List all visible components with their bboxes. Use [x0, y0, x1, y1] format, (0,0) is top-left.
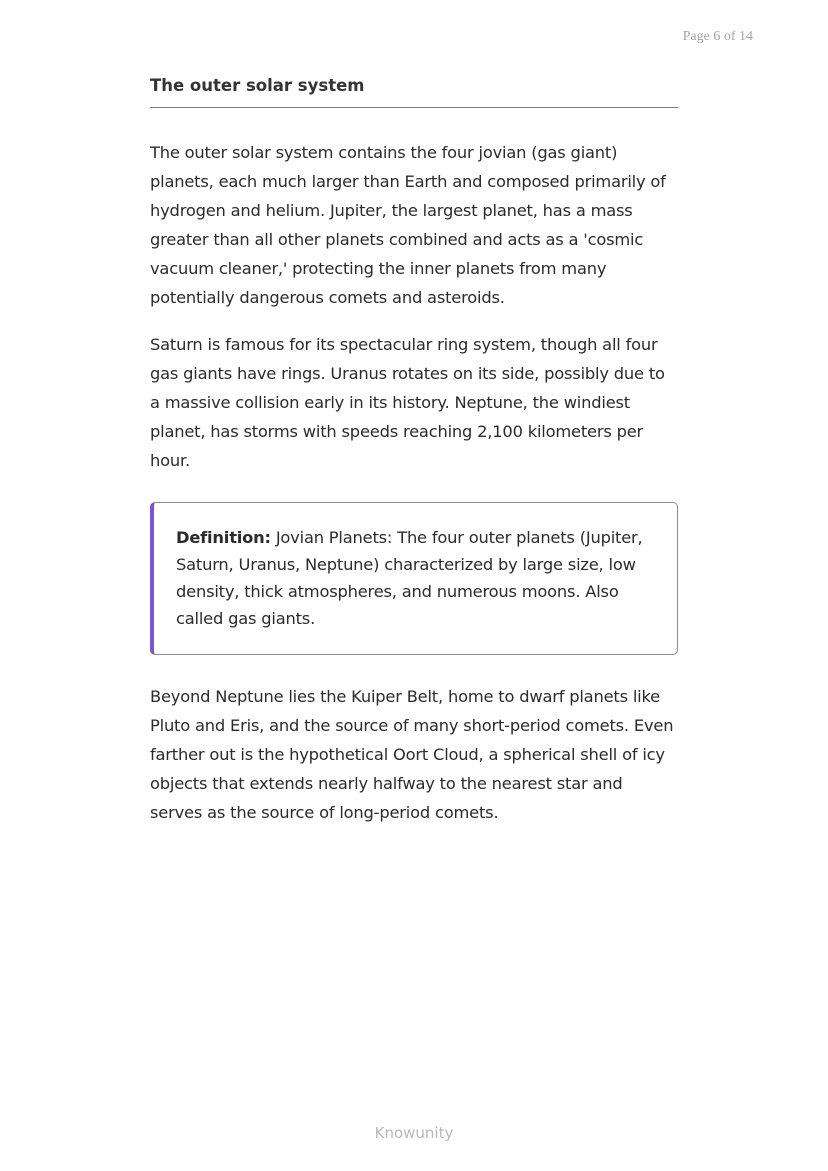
document-content	[150, 76, 678, 827]
definition-text	[176, 524, 655, 632]
footer-brand: Knowunity	[374, 1124, 454, 1142]
paragraph: Beyond Neptune lies the Kuiper Belt, home to dwarf planets like Pluto and Eris, and the source of many short-period comets. Even farther out is the hypothetical Oort Cloud, a spherical shell of icy objects that extends nearly halfway to the nearest star and serves as the source of long-period comets.	[150, 687, 674, 822]
definition-box	[150, 502, 678, 655]
paragraph: The outer solar system contains the four jovian (gas giant) planets, each much larger than Earth and composed primarily of hydrogen and helium. Jupiter, the largest planet, has a mass greater than all other planets combined and acts as a 'cosmic vacuum cleaner,' protecting the inner planets from many potentially dangerous comets and asteroids.	[150, 143, 666, 307]
definition-body: Jovian Planets: The four outer planets (Jupiter, Saturn, Uranus, Neptune) characterized by large size, low density, thick atmospheres, and numerous moons. Also called gas giants.	[176, 528, 643, 628]
page-number: Page 6 of 14	[682, 29, 753, 44]
definition-label: Definition:	[176, 528, 271, 547]
paragraph: Saturn is famous for its spectacular ring system, though all four gas giants have rings. Uranus rotates on its side, possibly due to a massive collision early in its history. Neptune, the windiest planet, has storms with speeds reaching 2,100 kilometers per hour.	[150, 335, 665, 470]
section-heading: The outer solar system	[150, 76, 678, 108]
